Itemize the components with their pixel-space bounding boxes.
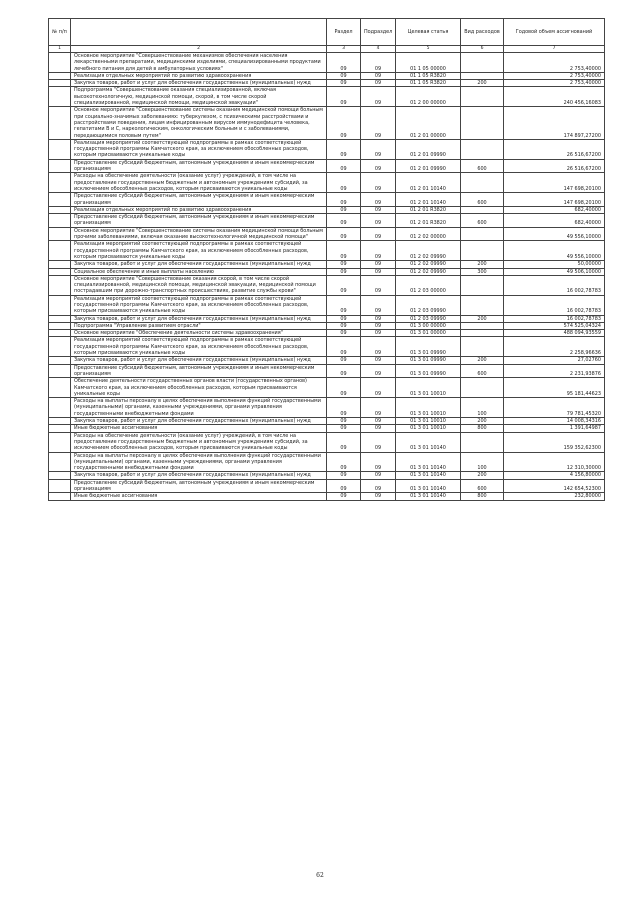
column-number-row xyxy=(49,46,605,53)
cell-target: 01 2 02 09990 xyxy=(396,268,461,275)
cell-amount: 147 698,20100 xyxy=(504,193,605,207)
cell-name: Закупка товаров, работ и услуг для обеспечения государственных (муниципальных) нужд xyxy=(71,472,327,479)
cell-section: 09 xyxy=(327,72,361,79)
cell-amount: 574 525,04324 xyxy=(504,322,605,329)
table-row xyxy=(49,452,605,472)
cell-name: Основное мероприятие "Совершенствование механизмов обеспечения населения лекарственными препаратами, медицинскими изделиями, специализированными продуктами лечебного питания для детей в амбулаторных условиях" xyxy=(71,53,327,73)
cell-target: 01 2 01 10140 xyxy=(396,173,461,193)
table-row xyxy=(49,493,605,500)
table-row xyxy=(49,425,605,432)
table-row xyxy=(49,261,605,268)
table-row xyxy=(49,227,605,241)
cell-subsection: 09 xyxy=(361,418,396,425)
cell-amount: 49 506,10000 xyxy=(504,268,605,275)
cell-kind: 100 xyxy=(461,452,504,472)
cell-section: 09 xyxy=(327,80,361,87)
cell-subsection: 09 xyxy=(361,322,396,329)
cell-name: Иные бюджетные ассигнования xyxy=(71,493,327,500)
col-number: 4 xyxy=(361,46,396,53)
table-row xyxy=(49,398,605,418)
cell-section: 09 xyxy=(327,173,361,193)
cell-name: Социальное обеспечение и иные выплаты населению xyxy=(71,268,327,275)
cell-amount: 27,02760 xyxy=(504,357,605,364)
cell-name: Реализация мероприятий соответствующей подпрограммы в рамках соответствующей государственной программы Камчатского края, за исключением обособленных расходов, которым присваиваются уникальные коды xyxy=(71,241,327,261)
table-row xyxy=(49,364,605,378)
cell-kind: 200 xyxy=(461,357,504,364)
cell-section: 09 xyxy=(327,330,361,337)
table-row xyxy=(49,418,605,425)
cell-section: 09 xyxy=(327,53,361,73)
table-row xyxy=(49,159,605,173)
cell-name: Предоставление субсидий бюджетным, автономным учреждениям и иным некоммерческим организациям xyxy=(71,193,327,207)
cell-num xyxy=(49,139,71,159)
document-page xyxy=(48,18,604,501)
table-row xyxy=(49,315,605,322)
cell-num xyxy=(49,295,71,315)
cell-num xyxy=(49,241,71,261)
cell-num xyxy=(49,159,71,173)
cell-num xyxy=(49,53,71,73)
cell-num xyxy=(49,364,71,378)
cell-section: 09 xyxy=(327,227,361,241)
cell-section: 09 xyxy=(327,452,361,472)
cell-section: 09 xyxy=(327,322,361,329)
cell-target: 01 3 01 09990 xyxy=(396,357,461,364)
cell-subsection: 09 xyxy=(361,268,396,275)
table-row xyxy=(49,206,605,213)
cell-subsection: 09 xyxy=(361,425,396,432)
cell-amount: 16 002,78783 xyxy=(504,275,605,295)
cell-subsection: 09 xyxy=(361,107,396,139)
header-target: Целевая статья xyxy=(396,19,461,46)
header-section: Раздел xyxy=(327,19,361,46)
table-row xyxy=(49,378,605,398)
cell-target: 01 3 01 10140 xyxy=(396,452,461,472)
cell-kind xyxy=(461,53,504,73)
cell-subsection: 09 xyxy=(361,398,396,418)
table-row xyxy=(49,241,605,261)
cell-kind xyxy=(461,241,504,261)
cell-kind xyxy=(461,206,504,213)
cell-subsection: 09 xyxy=(361,357,396,364)
cell-section: 09 xyxy=(327,268,361,275)
cell-amount: 2 753,40000 xyxy=(504,72,605,79)
table-row xyxy=(49,72,605,79)
col-number: 6 xyxy=(461,46,504,53)
table-row xyxy=(49,214,605,228)
cell-num xyxy=(49,425,71,432)
cell-num xyxy=(49,472,71,479)
cell-amount: 4 156,80000 xyxy=(504,472,605,479)
cell-kind xyxy=(461,173,504,193)
cell-kind xyxy=(461,330,504,337)
cell-amount: 16 002,78783 xyxy=(504,295,605,315)
table-row xyxy=(49,330,605,337)
cell-subsection: 09 xyxy=(361,53,396,73)
cell-subsection: 09 xyxy=(361,214,396,228)
cell-section: 09 xyxy=(327,241,361,261)
header-kind: Вид расходов xyxy=(461,19,504,46)
cell-amount: 49 556,10000 xyxy=(504,227,605,241)
col-number: 2 xyxy=(71,46,327,53)
cell-num xyxy=(49,268,71,275)
cell-subsection: 09 xyxy=(361,173,396,193)
cell-subsection: 09 xyxy=(361,472,396,479)
cell-num xyxy=(49,72,71,79)
cell-num xyxy=(49,337,71,357)
cell-target: 01 1 05 R3820 xyxy=(396,72,461,79)
cell-num xyxy=(49,452,71,472)
cell-section: 09 xyxy=(327,493,361,500)
cell-section: 09 xyxy=(327,378,361,398)
header-name xyxy=(71,19,327,46)
cell-target: 01 2 02 09990 xyxy=(396,261,461,268)
cell-num xyxy=(49,493,71,500)
cell-num xyxy=(49,357,71,364)
cell-kind xyxy=(461,295,504,315)
cell-amount: 50,00000 xyxy=(504,261,605,268)
cell-subsection: 09 xyxy=(361,241,396,261)
cell-subsection: 09 xyxy=(361,493,396,500)
cell-kind xyxy=(461,432,504,452)
cell-amount: 2 753,40000 xyxy=(504,53,605,73)
table-row xyxy=(49,268,605,275)
cell-name: Расходы на обеспечение деятельности (оказание услуг) учреждений, в том числе на предоставление государственным бюджетным и автономным учреждениям субсидий, за исключением обособленных расходов, которым присваиваются уникальные коды xyxy=(71,432,327,452)
cell-target: 01 3 01 09990 xyxy=(396,337,461,357)
cell-target: 01 3 01 10010 xyxy=(396,378,461,398)
header-num: № п/п xyxy=(49,19,71,46)
cell-amount: 14 008,34316 xyxy=(504,418,605,425)
cell-target: 01 3 01 10010 xyxy=(396,418,461,425)
cell-num xyxy=(49,227,71,241)
cell-amount: 16 002,78783 xyxy=(504,315,605,322)
cell-num xyxy=(49,214,71,228)
cell-subsection: 09 xyxy=(361,275,396,295)
cell-amount: 142 654,52300 xyxy=(504,479,605,493)
cell-subsection: 09 xyxy=(361,261,396,268)
cell-amount: 12 310,30000 xyxy=(504,452,605,472)
cell-subsection: 09 xyxy=(361,72,396,79)
cell-subsection: 09 xyxy=(361,80,396,87)
table-body xyxy=(49,53,605,501)
cell-name: Реализация мероприятий соответствующей подпрограммы в рамках соответствующей государственной программы Камчатского края, за исключением обособленных расходов, которым присваиваются уникальные коды xyxy=(71,337,327,357)
cell-target: 01 3 01 09990 xyxy=(396,364,461,378)
cell-num xyxy=(49,479,71,493)
cell-target: 01 2 03 09990 xyxy=(396,315,461,322)
cell-section: 09 xyxy=(327,107,361,139)
cell-kind: 200 xyxy=(461,80,504,87)
cell-kind: 200 xyxy=(461,472,504,479)
cell-num xyxy=(49,330,71,337)
cell-name: Основное мероприятие "Обеспечение деятельности системы здравоохранения" xyxy=(71,330,327,337)
cell-kind: 200 xyxy=(461,315,504,322)
cell-name: Закупка товаров, работ и услуг для обеспечения государственных (муниципальных) нужд xyxy=(71,357,327,364)
cell-section: 09 xyxy=(327,261,361,268)
cell-num xyxy=(49,432,71,452)
cell-name: Закупка товаров, работ и услуг для обеспечения государственных (муниципальных) нужд xyxy=(71,261,327,268)
cell-amount: 232,80000 xyxy=(504,493,605,500)
cell-amount: 49 556,10000 xyxy=(504,241,605,261)
cell-kind: 600 xyxy=(461,159,504,173)
cell-kind xyxy=(461,337,504,357)
cell-target: 01 3 01 10010 xyxy=(396,425,461,432)
cell-kind xyxy=(461,322,504,329)
cell-section: 09 xyxy=(327,432,361,452)
cell-section: 09 xyxy=(327,425,361,432)
cell-target: 01 2 00 00000 xyxy=(396,87,461,107)
cell-amount: 682,40000 xyxy=(504,214,605,228)
cell-target: 01 2 01 R3820 xyxy=(396,214,461,228)
table-row xyxy=(49,275,605,295)
cell-name: Предоставление субсидий бюджетным, автономным учреждениям и иным некоммерческим организациям xyxy=(71,479,327,493)
cell-name: Реализация отдельных мероприятий по развитию здравоохранения xyxy=(71,206,327,213)
cell-target: 01 1 05 R3820 xyxy=(396,80,461,87)
cell-target: 01 2 01 R3820 xyxy=(396,206,461,213)
cell-amount: 2 258,96636 xyxy=(504,337,605,357)
cell-section: 09 xyxy=(327,87,361,107)
cell-amount: 2 231,93876 xyxy=(504,364,605,378)
cell-section: 09 xyxy=(327,315,361,322)
cell-kind xyxy=(461,72,504,79)
cell-subsection: 09 xyxy=(361,315,396,322)
cell-num xyxy=(49,322,71,329)
table-row xyxy=(49,53,605,73)
cell-target: 01 3 01 10140 xyxy=(396,432,461,452)
cell-target: 01 2 02 09990 xyxy=(396,241,461,261)
cell-kind: 200 xyxy=(461,418,504,425)
cell-subsection: 09 xyxy=(361,479,396,493)
cell-num xyxy=(49,418,71,425)
cell-target: 01 1 05 00000 xyxy=(396,53,461,73)
cell-subsection: 09 xyxy=(361,452,396,472)
cell-name: Иные бюджетные ассигнования xyxy=(71,425,327,432)
cell-name: Реализация отдельных мероприятий по развитию здравоохранения xyxy=(71,72,327,79)
cell-target: 01 2 01 09990 xyxy=(396,159,461,173)
cell-section: 09 xyxy=(327,357,361,364)
cell-target: 01 2 03 09990 xyxy=(396,295,461,315)
cell-amount: 1 391,64987 xyxy=(504,425,605,432)
cell-name: Реализация мероприятий соответствующей подпрограммы в рамках соответствующей государственной программы Камчатского края, за исключением обособленных расходов, которым присваиваются уникальные коды xyxy=(71,139,327,159)
page-number: 62 xyxy=(316,872,324,879)
cell-section: 09 xyxy=(327,275,361,295)
table-row xyxy=(49,322,605,329)
cell-num xyxy=(49,206,71,213)
cell-num xyxy=(49,378,71,398)
cell-subsection: 09 xyxy=(361,227,396,241)
cell-kind xyxy=(461,227,504,241)
cell-target: 01 3 01 10140 xyxy=(396,479,461,493)
cell-section: 09 xyxy=(327,479,361,493)
cell-amount: 240 456,16083 xyxy=(504,87,605,107)
cell-num xyxy=(49,193,71,207)
cell-kind: 600 xyxy=(461,214,504,228)
cell-num xyxy=(49,398,71,418)
table-row xyxy=(49,139,605,159)
col-number: 1 xyxy=(49,46,71,53)
cell-section: 09 xyxy=(327,337,361,357)
cell-section: 09 xyxy=(327,206,361,213)
cell-target: 01 2 01 10140 xyxy=(396,193,461,207)
cell-num xyxy=(49,275,71,295)
cell-subsection: 09 xyxy=(361,159,396,173)
cell-kind: 800 xyxy=(461,425,504,432)
cell-target: 01 2 01 00000 xyxy=(396,107,461,139)
cell-section: 09 xyxy=(327,398,361,418)
cell-name: Расходы на выплаты персоналу в целях обеспечения выполнения функций государственными (муниципальными) органами, казенными учреждениями, органами управления государственными внебюджетными фондами xyxy=(71,452,327,472)
cell-amount: 26 516,67200 xyxy=(504,159,605,173)
col-number: 7 xyxy=(504,46,605,53)
cell-target: 01 3 00 00000 xyxy=(396,322,461,329)
cell-section: 09 xyxy=(327,364,361,378)
cell-kind: 600 xyxy=(461,364,504,378)
cell-kind: 300 xyxy=(461,268,504,275)
cell-kind: 100 xyxy=(461,398,504,418)
cell-amount: 159 352,62300 xyxy=(504,432,605,452)
table-row xyxy=(49,173,605,193)
table-row xyxy=(49,472,605,479)
cell-section: 09 xyxy=(327,214,361,228)
cell-target: 01 3 01 10010 xyxy=(396,398,461,418)
col-number: 3 xyxy=(327,46,361,53)
cell-subsection: 09 xyxy=(361,193,396,207)
cell-name: Предоставление субсидий бюджетным, автономным учреждениям и иным некоммерческим организациям xyxy=(71,159,327,173)
cell-section: 09 xyxy=(327,139,361,159)
cell-num xyxy=(49,80,71,87)
cell-kind: 600 xyxy=(461,193,504,207)
cell-kind: 200 xyxy=(461,261,504,268)
cell-amount: 2 753,40000 xyxy=(504,80,605,87)
cell-kind xyxy=(461,139,504,159)
cell-subsection: 09 xyxy=(361,378,396,398)
cell-subsection: 09 xyxy=(361,87,396,107)
cell-num xyxy=(49,87,71,107)
table-row xyxy=(49,337,605,357)
cell-name: Предоставление субсидий бюджетным, автономным учреждениям и иным некоммерческим организациям xyxy=(71,214,327,228)
col-number: 5 xyxy=(396,46,461,53)
cell-name: Подпрограмма "Управление развитием отрасли" xyxy=(71,322,327,329)
cell-target: 01 2 01 09990 xyxy=(396,139,461,159)
cell-kind: 800 xyxy=(461,493,504,500)
header-amount: Годовой объем ассигнований xyxy=(504,19,605,46)
cell-name: Основное мероприятие "Совершенствование системы оказания медицинской помощи больным при социально-значимых заболеваниях: туберкулезом, с психическими расстройствами и расстройствами поведения, лицам инфицированным вирусом иммунодефицита человека, гепатитами В и С, наркологическим, онкологическим больным и с заболеваниями, передающимися половым путем" xyxy=(71,107,327,139)
cell-kind xyxy=(461,378,504,398)
cell-kind xyxy=(461,107,504,139)
cell-subsection: 09 xyxy=(361,295,396,315)
cell-name: Закупка товаров, работ и услуг для обеспечения государственных (муниципальных) нужд xyxy=(71,418,327,425)
cell-subsection: 09 xyxy=(361,206,396,213)
cell-section: 09 xyxy=(327,295,361,315)
cell-subsection: 09 xyxy=(361,432,396,452)
cell-section: 09 xyxy=(327,418,361,425)
table-row xyxy=(49,107,605,139)
cell-name: Закупка товаров, работ и услуг для обеспечения государственных (муниципальных) нужд xyxy=(71,315,327,322)
cell-section: 09 xyxy=(327,159,361,173)
table-row xyxy=(49,432,605,452)
cell-subsection: 09 xyxy=(361,364,396,378)
cell-amount: 26 516,67200 xyxy=(504,139,605,159)
cell-subsection: 09 xyxy=(361,139,396,159)
cell-name: Обеспечение деятельности государственных органов власти (государственных органов) Камчатского края, за исключением обособленных расходов, которым присваиваются уникальные коды xyxy=(71,378,327,398)
cell-section: 09 xyxy=(327,472,361,479)
cell-target: 01 3 01 10140 xyxy=(396,493,461,500)
table-row xyxy=(49,80,605,87)
cell-name: Закупка товаров, работ и услуг для обеспечения государственных (муниципальных) нужд xyxy=(71,80,327,87)
cell-subsection: 09 xyxy=(361,337,396,357)
cell-kind xyxy=(461,87,504,107)
cell-kind: 600 xyxy=(461,479,504,493)
cell-num xyxy=(49,173,71,193)
budget-table xyxy=(48,18,605,501)
cell-amount: 174 897,27200 xyxy=(504,107,605,139)
table-row xyxy=(49,479,605,493)
table-row xyxy=(49,87,605,107)
cell-name: Основное мероприятие "Совершенствование оказания скорой, в том числе скорой специализированной, медицинской помощи, медицинской эвакуации, медицинской помощи пострадавшим при дорожно-транспортных происшествиях, развитие службы крови" xyxy=(71,275,327,295)
table-header-row xyxy=(49,19,605,46)
cell-target: 01 2 02 00000 xyxy=(396,227,461,241)
cell-amount: 488 094,93559 xyxy=(504,330,605,337)
cell-name: Предоставление субсидий бюджетным, автономным учреждениям и иным некоммерческим организациям xyxy=(71,364,327,378)
cell-amount: 79 781,45320 xyxy=(504,398,605,418)
cell-amount: 682,40000 xyxy=(504,206,605,213)
cell-amount: 95 181,44623 xyxy=(504,378,605,398)
cell-section: 09 xyxy=(327,193,361,207)
cell-target: 01 3 01 00000 xyxy=(396,330,461,337)
cell-num xyxy=(49,315,71,322)
cell-target: 01 2 03 00000 xyxy=(396,275,461,295)
cell-amount: 147 698,20100 xyxy=(504,173,605,193)
table-row xyxy=(49,357,605,364)
cell-name: Реализация мероприятий соответствующей подпрограммы в рамках соответствующей государственной программы Камчатского края, за исключением обособленных расходов, которым присваиваются уникальные коды xyxy=(71,295,327,315)
cell-num xyxy=(49,261,71,268)
cell-target: 01 3 01 10140 xyxy=(396,472,461,479)
cell-subsection: 09 xyxy=(361,330,396,337)
cell-name: Подпрограмма "Совершенствование оказания специализированной, включая высокотехнологичную, медицинской помощи, скорой, в том числе скорой специализированной, медицинской помощи, медицинской эвакуации" xyxy=(71,87,327,107)
cell-name: Расходы на выплаты персоналу в целях обеспечения выполнения функций государственными (муниципальными) органами, казенными учреждениями, органами управления государственными внебюджетными фондами xyxy=(71,398,327,418)
table-row xyxy=(49,295,605,315)
cell-name: Расходы на обеспечение деятельности (оказание услуг) учреждений, в том числе на предоставление государственным бюджетным и автономным учреждениям субсидий, за исключением обособленных расходов, которым присваиваются уникальные коды xyxy=(71,173,327,193)
table-row xyxy=(49,193,605,207)
header-subsection: Подраздел xyxy=(361,19,396,46)
cell-name: Основное мероприятие "Совершенствование системы оказания медицинской помощи больным прочими заболеваниями, включая оказание высокотехнологичной медицинской помощи" xyxy=(71,227,327,241)
cell-num xyxy=(49,107,71,139)
cell-kind xyxy=(461,275,504,295)
